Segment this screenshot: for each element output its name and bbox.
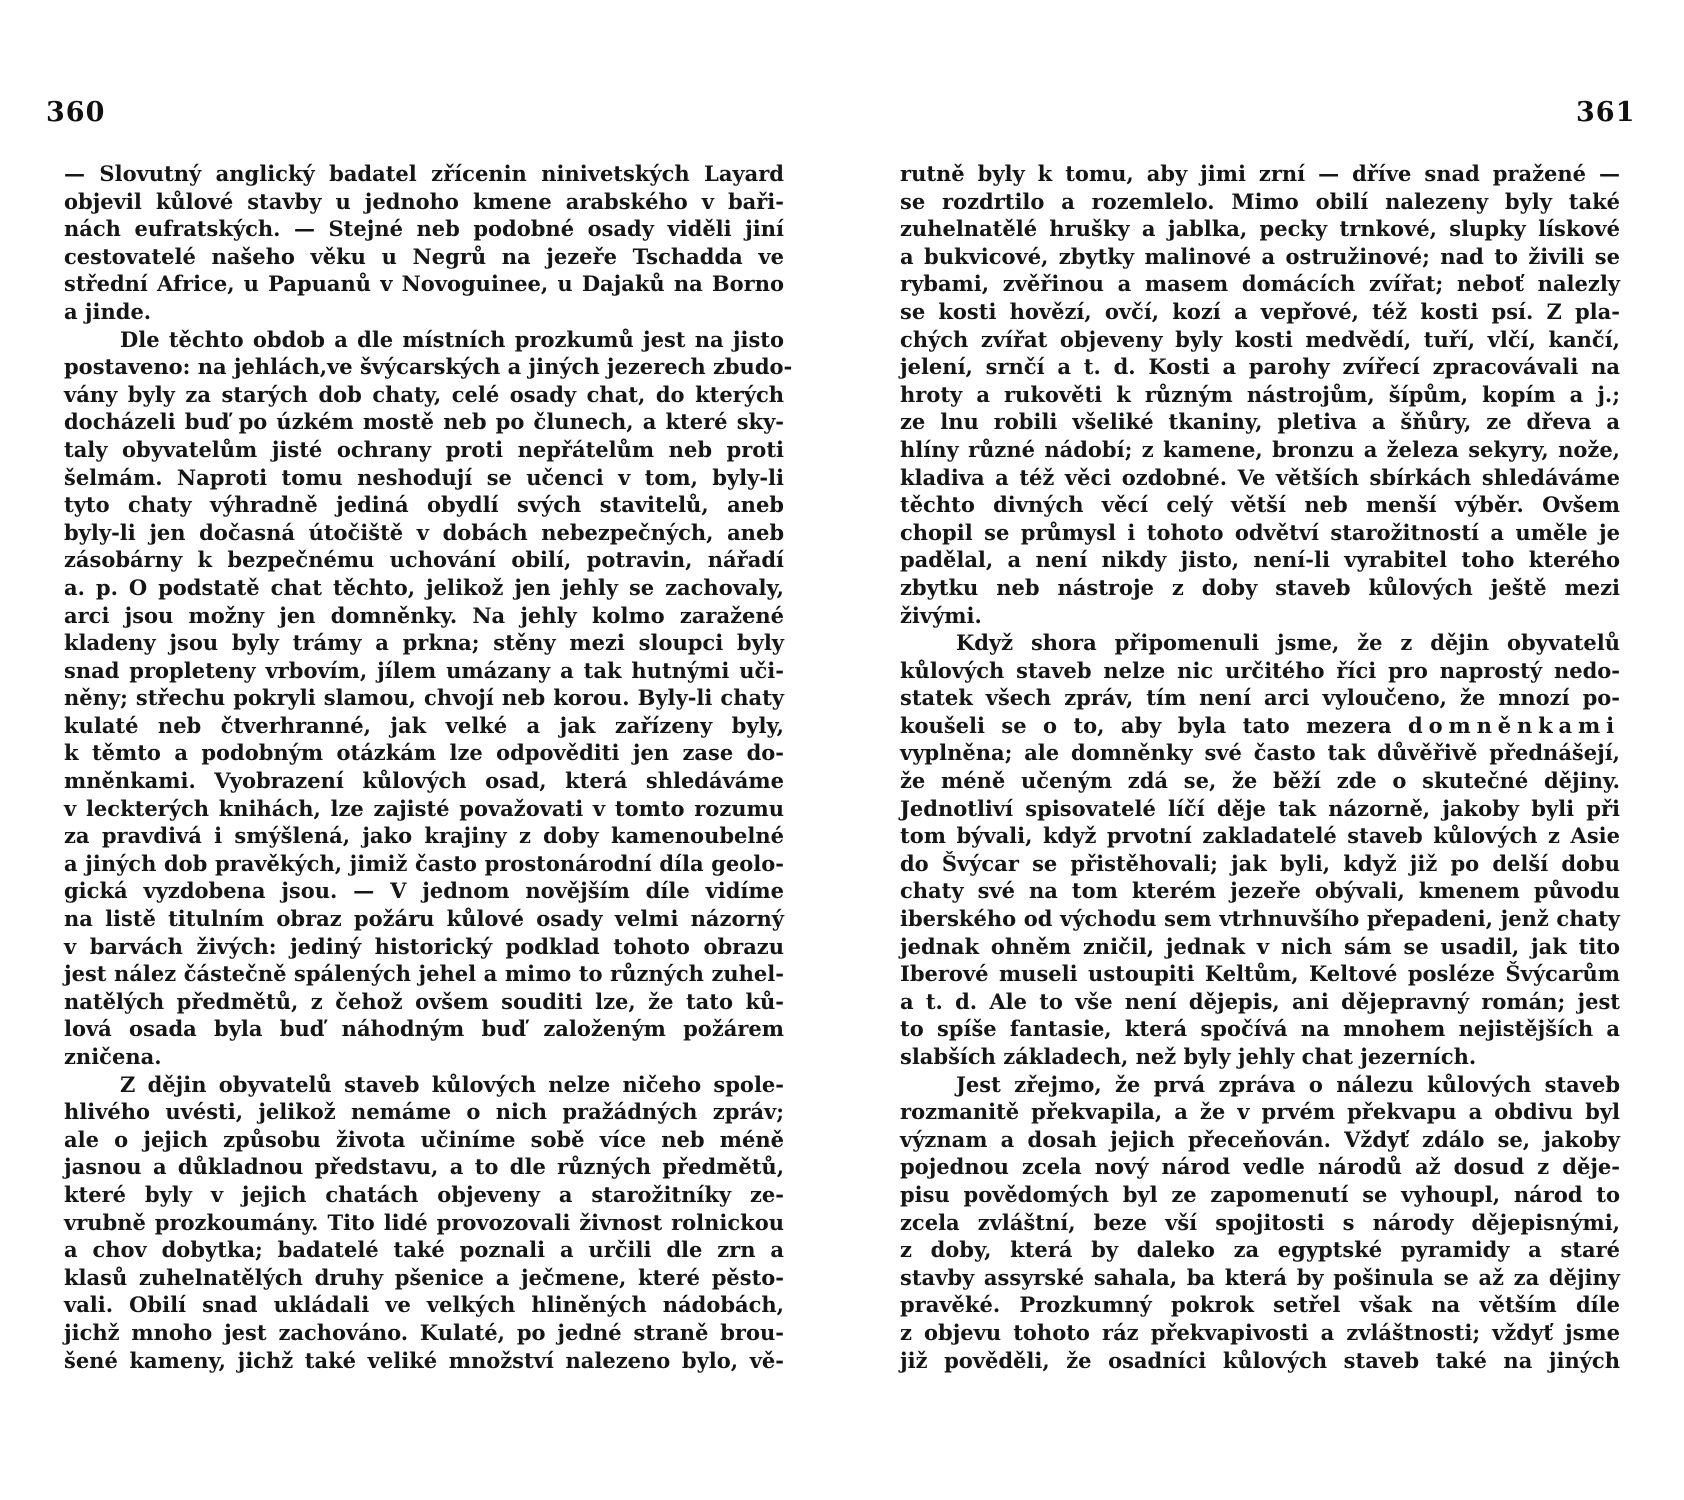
text-line-content: lová osada byla buď náhodným buď založeným požárem — [64, 1016, 784, 1042]
text-line — [900, 1098, 1620, 1126]
text-line — [900, 684, 1620, 712]
text-line-content: zcela zvláštní, beze vší spojitosti s národy dějepisnými, — [900, 1209, 1620, 1235]
text-line-content: zbytku neb nástroje z doby staveb kůlových ještě mezi — [900, 574, 1620, 600]
text-line — [900, 933, 1620, 961]
text-line-content: Z dějin obyvatelů staveb kůlových nelze ničeho spole- — [120, 1071, 784, 1097]
text-line — [64, 877, 784, 905]
text-line-content: zničena. — [64, 1044, 162, 1069]
text-line — [64, 988, 784, 1016]
text-line-content: taly obyvatelům jisté ochrany proti nepřátelům neb proti — [64, 436, 784, 462]
text-line — [64, 546, 784, 574]
text-line-content: které byly v jejich chatách objeveny a starožitníky ze- — [64, 1181, 784, 1207]
text-line-content: živými. — [900, 602, 982, 628]
text-line — [900, 850, 1620, 878]
text-line-content: natělých předmětů, z čehož ovšem souditi lze, že tato ků- — [64, 988, 784, 1014]
text-line-content: ze lnu robili všeliké tkaniny, pletiva a šňůry, ze dřeva a — [900, 409, 1620, 435]
text-line-content: slabších základech, než byly jehly chat jezerních. — [900, 1044, 1477, 1069]
text-line-content: již pověděli, že osadníci kůlových staveb také na jiných — [900, 1347, 1620, 1373]
text-line-content: hlíny různé nádobí; z kamene, bronzu a železa sekyry, nože, — [900, 436, 1620, 462]
text-line — [64, 1347, 784, 1375]
text-line-content: šelmám. Naproti tomu neshodují se učenci v tom, byly-li — [64, 464, 784, 490]
text-line-content: — Slovutný anglický badatel zřícenin ninivetských Layard — [64, 161, 784, 186]
text-line-content: to spíše fantasie, která spočívá na mnohem nejistějších a — [900, 1016, 1620, 1042]
text-line-content: hlivého uvésti, jelikož nemáme o nich pražádných zpráv; — [64, 1099, 784, 1125]
text-line — [900, 1153, 1620, 1181]
text-line — [64, 1098, 784, 1126]
text-line-content: těchto divných věcí celý větší neb menší výběr. Ovšem — [900, 492, 1620, 518]
text-line — [64, 933, 784, 961]
text-line — [64, 436, 784, 464]
text-line — [64, 822, 784, 850]
text-line-content: mněnkami. Vyobrazení kůlových osad, která shledáváme — [64, 768, 784, 794]
text-line-content: že méně učeným zdá se, že běží zde o skutečné dějiny. — [900, 768, 1620, 794]
text-line-content: byly-li jen dočasná útočiště v dobách nebezpečných, aneb — [64, 519, 784, 545]
text-line — [900, 381, 1620, 409]
text-line-content: kladeny jsou byly trámy a prkna; stěny mezi sloupci byly — [64, 630, 784, 656]
text-line — [900, 629, 1620, 657]
text-line — [900, 160, 1620, 188]
emphasized-word: domněnkami — [1408, 712, 1620, 738]
text-line — [64, 270, 784, 298]
text-line — [900, 988, 1620, 1016]
text-line-content: vány byly za starých dob chaty, celé osady chat, do kterých — [64, 381, 784, 407]
text-line-content: v barvách živých: jediný historický podklad tohoto obrazu — [64, 933, 784, 959]
text-line — [900, 1319, 1620, 1347]
text-line-content: rutně byly k tomu, aby jimi zrní — dříve snad pražené — — [900, 161, 1620, 186]
text-line-content: snad propleteny vrbovím, jílem umázany a tak hutnými uči- — [64, 657, 784, 683]
text-line — [64, 960, 784, 988]
text-line-content: Jednotliví spisovatelé líčí děje tak názorně, jakoby byli při — [900, 795, 1620, 821]
text-line-content: jasnou a důkladnou představu, a to dle různých předmětů, — [64, 1154, 784, 1180]
text-line — [900, 739, 1620, 767]
text-line-content: jest nález částečně spálených jehel a mimo to různých zuhel- — [64, 961, 784, 987]
text-line-content: docházeli buď po úzkém mostě neb po člunech, a které sky- — [64, 409, 784, 435]
text-line-content: pravěké. Prozkumný pokrok setřel však na větším díle — [900, 1292, 1620, 1318]
text-line — [64, 629, 784, 657]
text-line — [900, 1181, 1620, 1209]
text-line-content: z doby, která by daleko za egyptské pyramidy a staré — [900, 1237, 1620, 1263]
text-line-content: a jinde. — [64, 298, 152, 324]
text-line-content: vyplněna; ale domněnky své často tak důvěřivě přednášejí, — [900, 740, 1620, 766]
text-line — [900, 1291, 1620, 1319]
text-line-content: něny; střechu pokryli slamou, chvojí neb korou. Byly-li chaty — [64, 685, 784, 711]
text-line-content: v leckterých knihách, lze zajisté považovati v tomto rozumu — [64, 795, 784, 821]
text-line-content: vrubně prozkoumány. Tito lidé provozovali živnost rolnickou — [64, 1209, 784, 1235]
text-line — [64, 326, 784, 354]
text-line — [64, 491, 784, 519]
text-line-content: vali. Obilí snad ukládali ve velkých hliněných nádobách, — [64, 1292, 784, 1318]
text-line-content: rozmanitě překvapila, a že v prvém překvapu a obdivu byl — [900, 1099, 1620, 1125]
text-line-content: šené kameny, jichž také veliké množství nalezeno bylo, vě- — [64, 1347, 784, 1373]
text-line — [64, 188, 784, 216]
text-line-content: jednak ohněm zničil, jednak v nich sám se usadil, jak tito — [900, 933, 1620, 959]
text-line — [900, 602, 1620, 630]
text-line — [64, 905, 784, 933]
text-line — [64, 1319, 784, 1347]
text-line — [64, 243, 784, 271]
text-line — [64, 1015, 784, 1043]
text-line — [900, 298, 1620, 326]
text-line-content: iberského od východu sem vtrhnuvšího přepadeni, jenž chaty — [900, 906, 1620, 932]
text-line-content: statek všech zpráv, tím není arci vyloučeno, že mnozí po- — [900, 685, 1620, 711]
text-line — [64, 1264, 784, 1292]
text-line — [900, 574, 1620, 602]
text-line — [64, 1071, 784, 1099]
text-line-content: rybami, zvěřinou a masem domácích zvířat; neboť nalezly — [900, 271, 1620, 297]
text-line — [900, 491, 1620, 519]
text-line-content: cestovatelé našeho věku u Negrů na jezeře Tschadda ve — [64, 243, 784, 269]
text-line-content: střední Africe, u Papuanů v Novoguinee, u Dajaků na Borno — [64, 271, 784, 297]
text-line-content: pisu povědomých byl ze zapomenutí se vyhoupl, národ to — [900, 1181, 1620, 1207]
text-line — [900, 822, 1620, 850]
text-line — [900, 408, 1620, 436]
text-line — [64, 408, 784, 436]
text-line-content: chaty své na tom kterém jezeře obývali, kmenem původu — [900, 878, 1620, 904]
text-line-content: gická vyzdobena jsou. — V jednom novějším díle vidíme — [64, 878, 784, 904]
text-line — [900, 188, 1620, 216]
text-line — [64, 1043, 784, 1071]
text-line — [900, 546, 1620, 574]
text-line — [900, 1043, 1620, 1071]
text-line — [64, 739, 784, 767]
text-line — [900, 1071, 1620, 1099]
text-line — [64, 767, 784, 795]
text-line-content: zuhelnatělé hrušky a jablka, pecky trnkové, slupky lískové — [900, 216, 1620, 242]
text-line-content: chopil se průmysl i tohoto odvětví starožitností a uměle je — [900, 519, 1620, 545]
text-line-content: klasů zuhelnatělých druhy pšenice a ječmene, které pěsto- — [64, 1264, 784, 1290]
text-line — [64, 215, 784, 243]
text-line — [900, 795, 1620, 823]
text-line — [900, 1126, 1620, 1154]
text-line — [64, 160, 784, 188]
text-line — [900, 657, 1620, 685]
text-line — [900, 1015, 1620, 1043]
text-line-content: tyto chaty výhradně jediná obydlí svých stavitelů, aneb — [64, 492, 784, 518]
text-line-content: nách eufratských. — Stejné neb podobné osady viděli jiní — [64, 216, 784, 242]
text-line — [64, 1291, 784, 1319]
text-line — [900, 1209, 1620, 1237]
text-line-content: tom bývali, když prvotní zakladatelé staveb kůlových z Asie — [900, 823, 1620, 849]
right-page-text — [900, 160, 1620, 1374]
text-line — [900, 519, 1620, 547]
page-number-left: 360 — [46, 97, 106, 128]
text-line-content: jelení, srnčí a t. d. Kosti a parohy zvířecí zpracovávali na — [900, 354, 1620, 380]
text-line-content: Iberové museli ustoupiti Keltům, Keltové posléze Švýcarům — [900, 961, 1620, 987]
text-line-content: význam a dosah jejich přeceňován. Vždyť zdálo se, jakoby — [900, 1126, 1620, 1152]
text-line — [64, 1236, 784, 1264]
text-line-content: Když shora připomenuli jsme, že z dějin obyvatelů — [956, 630, 1620, 656]
text-line-content: jichž mnoho jest zachováno. Kulaté, po jedné straně brou- — [64, 1319, 784, 1345]
text-line — [900, 712, 1620, 740]
text-line-content: se rozdrtilo a rozemlelo. Mimo obilí nalezeny byly také — [900, 188, 1620, 214]
text-line-content: zásobárny k bezpečnému uchování obilí, potravin, nářadí — [64, 547, 784, 573]
text-line — [64, 1209, 784, 1237]
text-line — [900, 243, 1620, 271]
text-line-content: objevil kůlové stavby u jednoho kmene arabského v baři- — [64, 188, 784, 214]
text-line-content: arci jsou možny jen domněnky. Na jehly kolmo zaražené — [64, 602, 784, 628]
text-line — [64, 657, 784, 685]
text-line-content: a bukvicové, zbytky malinové a ostružinové; nad to živili se — [900, 243, 1620, 269]
text-line-content: kulaté neb čtverhranné, jak velké a jak zařízeny byly, — [64, 712, 784, 738]
text-line-content: kůlových staveb nelze nic určitého říci pro naprostý nedo- — [900, 657, 1620, 683]
text-line — [64, 684, 784, 712]
text-line — [900, 1264, 1620, 1292]
text-line-content: a jiných dob pravěkých, jimiž často prostonárodní díla geolo- — [64, 850, 784, 876]
text-line — [900, 353, 1620, 381]
text-line-content: Dle těchto obdob a dle místních prozkumů jest na jisto — [120, 326, 784, 352]
text-line — [64, 519, 784, 547]
text-line — [900, 326, 1620, 354]
text-line — [900, 1347, 1620, 1375]
text-line-content: hroty a rukověti k různým nástrojům, šípům, kopím a j.; — [900, 381, 1620, 407]
text-line — [64, 712, 784, 740]
text-line-content: ale o jejich způsobu života učiníme sobě více neb méně — [64, 1126, 784, 1152]
text-line-content: se kosti hovězí, ovčí, kozí a vepřové, též kosti psí. Z pla- — [900, 298, 1620, 324]
text-line — [900, 215, 1620, 243]
text-line-content: za pravdivá i smýšlená, jako krajiny z doby kamenoubelné — [64, 823, 784, 849]
text-line — [64, 381, 784, 409]
text-line — [64, 1153, 784, 1181]
text-line — [900, 270, 1620, 298]
text-line — [900, 436, 1620, 464]
text-line-content: chých zvířat objeveny byly kosti medvědí, tuří, vlčí, kančí, — [900, 326, 1620, 352]
text-line — [900, 960, 1620, 988]
text-line-content: postaveno: na jehlách,ve švýcarských a jiných jezerech zbudo- — [64, 354, 793, 380]
text-line — [900, 905, 1620, 933]
text-line-content: kladiva a též věci ozdobné. Ve větších sbírkách shledáváme — [900, 464, 1620, 490]
text-line — [64, 1181, 784, 1209]
text-line-content: pojednou zcela nový národ vedle národů až dosud z děje- — [900, 1154, 1620, 1180]
text-line — [900, 767, 1620, 795]
text-line — [64, 1126, 784, 1154]
text-line-content: do Švýcar se přistěhovali; jak byli, když již po delší dobu — [900, 850, 1620, 876]
text-line-content: stavby assyrské sahala, ba která by pošinula se až za dějiny — [900, 1264, 1620, 1290]
text-line — [64, 464, 784, 492]
text-line — [64, 574, 784, 602]
text-line — [64, 795, 784, 823]
text-line-content: a chov dobytka; badatelé také poznali a určili dle zrn a — [64, 1237, 784, 1263]
text-line — [64, 353, 793, 381]
text-line — [64, 298, 784, 326]
text-line-content: padělal, a není nikdy jisto, není-li vyrabitel toho kterého — [900, 547, 1620, 573]
text-line-content: Jest zřejmo, že prvá zpráva o nálezu kůlových staveb — [956, 1071, 1620, 1097]
text-line — [900, 877, 1620, 905]
text-line — [900, 464, 1620, 492]
text-line-content: a. p. O podstatě chat těchto, jelikož jen jehly se zachovaly, — [64, 574, 784, 600]
text-line-content: z objevu tohoto ráz překvapivosti a zvláštnosti; vždyť jsme — [900, 1319, 1620, 1345]
text-line-content: na listě titulním obraz požáru kůlové osady velmi názorný — [64, 906, 784, 932]
page-number-right: 361 — [1576, 97, 1636, 128]
text-line-content: a t. d. Ale to vše není dějepis, ani dějepravný román; jest — [900, 988, 1620, 1014]
text-line — [64, 850, 784, 878]
text-line — [64, 602, 784, 630]
text-line-content: koušeli se o to, aby byla tato mezera — [900, 712, 1392, 738]
text-line-content: k těmto a podobným otázkám lze odpověditi jen zase do- — [64, 740, 784, 766]
left-page-text — [64, 160, 793, 1374]
text-line — [900, 1236, 1620, 1264]
